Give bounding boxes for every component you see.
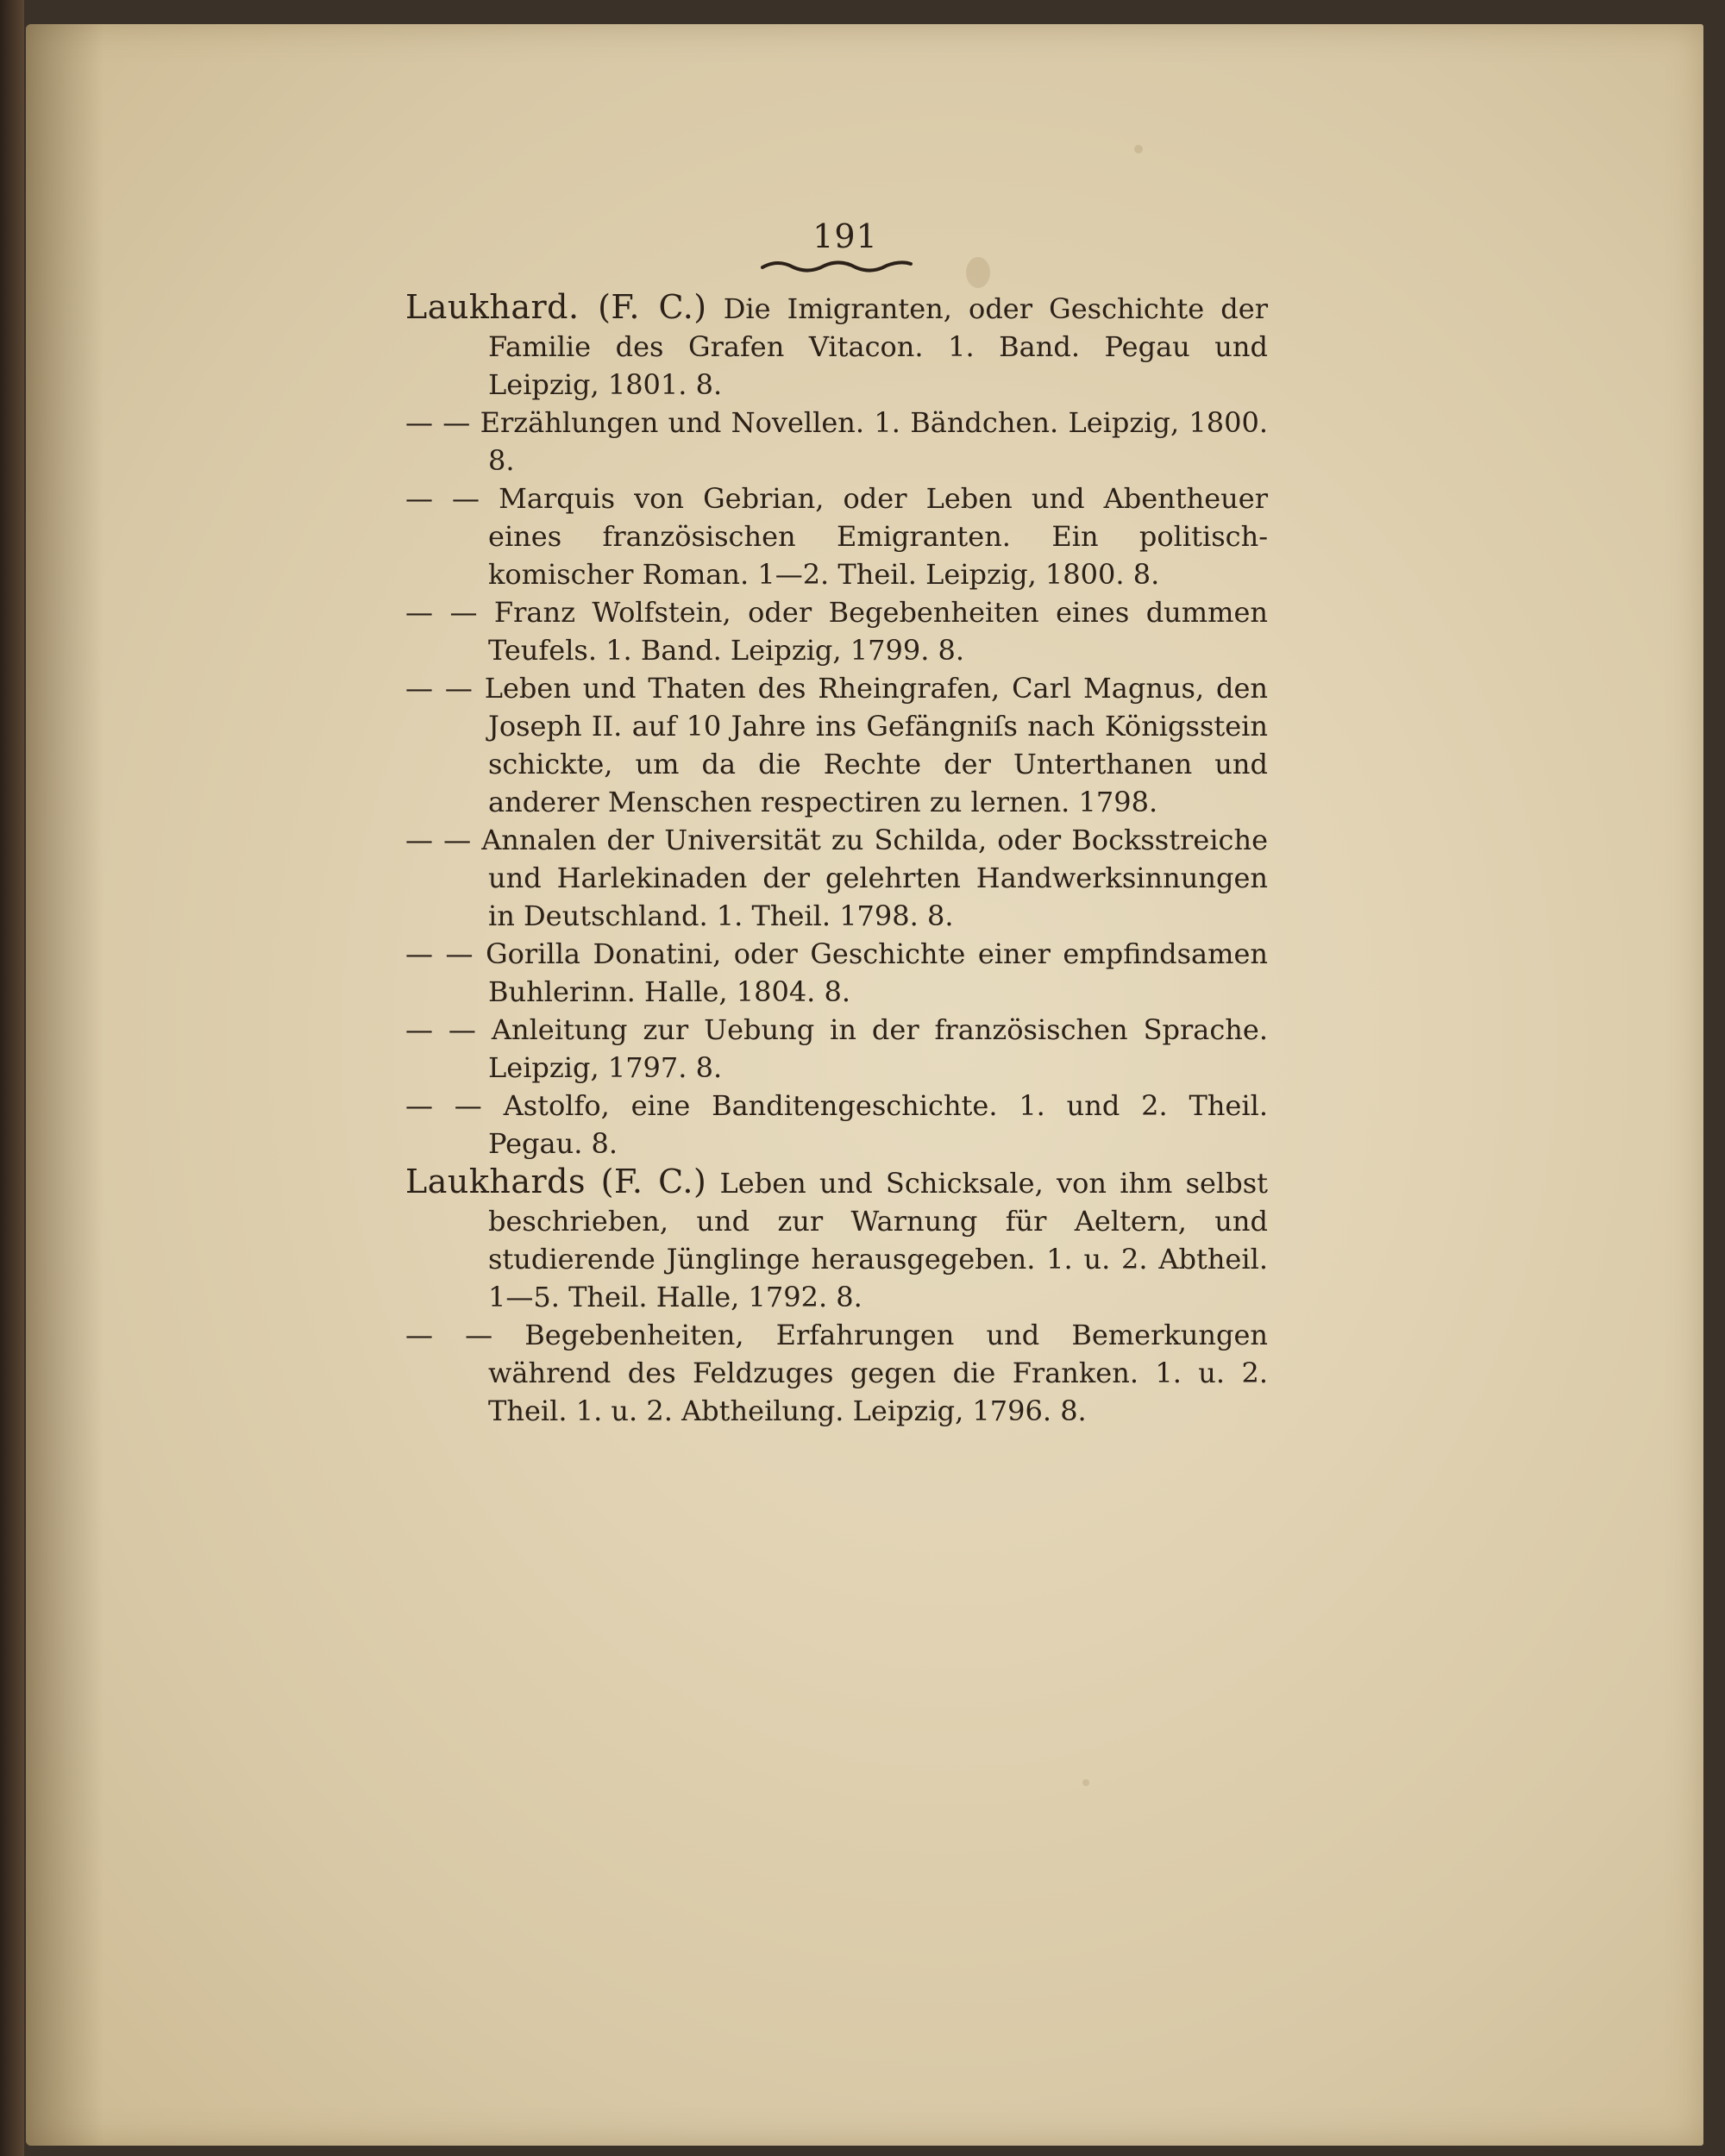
- paper-stain: [1134, 145, 1143, 154]
- entry-first-line: [405, 1087, 1268, 1163]
- entry-first-line: [405, 821, 1269, 935]
- bibliography-entry: [405, 1011, 1268, 1087]
- ditto-dash: — —: [405, 1013, 476, 1046]
- entry-first-line: [405, 1316, 1268, 1430]
- ditto-dash: — —: [405, 937, 474, 970]
- ditto-dash: — —: [405, 482, 480, 515]
- entry-author: Laukhards (F. C.): [405, 1163, 707, 1200]
- entry-first-line: [405, 404, 1269, 479]
- ditto-dash: — —: [405, 672, 473, 705]
- bibliography-entry: [405, 404, 1268, 479]
- ditto-dash: — —: [405, 596, 478, 629]
- bibliography-entry: [405, 1163, 1268, 1316]
- paper-stain: [1082, 1779, 1089, 1786]
- entry-author: Laukhard. (F. C.): [405, 288, 707, 326]
- bibliography-entry: [405, 593, 1268, 669]
- entry-first-line: [405, 593, 1269, 669]
- bibliography-entry: [405, 669, 1268, 821]
- entry-body: [405, 288, 1268, 404]
- entry-body: [405, 1316, 1268, 1430]
- entry-text: Leben und Thaten des Rheingrafen, Carl Magnus, den Joseph II. auf 10 Jahre ins Gefängniſs nach Königsstein schickte, um da die Rechte der Unterthanen und anderer Menschen respectiren zu lernen. 1798.: [484, 672, 1269, 818]
- entry-text: Astolfo, eine Banditengeschichte. 1. und 2. Theil. Pegau. 8.: [488, 1089, 1268, 1160]
- entry-text: Erzählungen und Novellen. 1. Bändchen. Leipzig, 1800. 8.: [480, 406, 1269, 477]
- entry-list: [405, 288, 1268, 1430]
- page-number: 191: [812, 217, 878, 255]
- entry-first-line: [405, 1163, 1268, 1316]
- book-spine: [0, 0, 24, 2156]
- entry-text: Anleitung zur Uebung in der französischen Sprache. Leipzig, 1797. 8.: [488, 1013, 1269, 1084]
- entry-first-line: [405, 288, 1269, 404]
- ditto-dash: — —: [405, 1319, 493, 1351]
- ditto-dash: — —: [405, 1089, 482, 1122]
- ditto-dash: — —: [405, 406, 471, 439]
- bibliography-entry: [405, 821, 1268, 935]
- bibliography-text: [405, 217, 1268, 1430]
- entry-body: [405, 1163, 1268, 1316]
- entry-text: Annalen der Universität zu Schilda, oder Bocksstreiche und Harlekinaden der gelehrten Handwerksinnungen in Deutschland. 1. Theil. 1798. 8.: [481, 824, 1269, 932]
- entry-text: Leben und Schicksale, von ihm selbst beschrieben, und zur Warnung für Aeltern, und studierende Jünglinge herausgegeben. 1. u. 2. Abtheil. 1—5. Theil. Halle, 1792. 8.: [488, 1167, 1268, 1313]
- entry-body: [405, 1011, 1268, 1087]
- entry-body: [405, 404, 1268, 479]
- bibliography-entry: [405, 1316, 1268, 1430]
- ornamental-rule: [759, 255, 914, 276]
- entry-body: [405, 479, 1268, 593]
- bibliography-entry: [405, 935, 1268, 1011]
- entry-body: [405, 669, 1268, 821]
- entry-text: Begebenheiten, Erfahrungen und Bemerkungen während des Feldzuges gegen die Franken. 1. u. 2. Theil. 1. u. 2. Abtheilung. Leipzig, 1796. 8.: [488, 1319, 1268, 1427]
- entry-text: Marquis von Gebrian, oder Leben und Abentheuer eines französischen Emigranten. Ein politisch-komischer Roman. 1—2. Theil. Leipzig, 1800. 8.: [488, 482, 1269, 591]
- entry-body: [405, 1087, 1268, 1163]
- bibliography-entry: [405, 288, 1268, 404]
- entry-body: [405, 821, 1268, 935]
- entry-text: Franz Wolfstein, oder Begebenheiten eines dummen Teufels. 1. Band. Leipzig, 1799. 8.: [488, 596, 1269, 667]
- bibliography-entry: [405, 479, 1268, 593]
- page-gutter-shadow: [26, 24, 104, 2146]
- entry-text: Die Imigranten, oder Geschichte der Familie des Grafen Vitacon. 1. Band. Pegau und Leipzig, 1801. 8.: [488, 292, 1269, 401]
- entry-first-line: [405, 479, 1269, 593]
- entry-first-line: [405, 935, 1269, 1011]
- entry-text: Gorilla Donatini, oder Geschichte einer empfindsamen Buhlerinn. Halle, 1804. 8.: [486, 937, 1269, 1008]
- ditto-dash: — —: [405, 824, 472, 856]
- entry-body: [405, 935, 1268, 1011]
- entry-body: [405, 593, 1268, 669]
- bibliography-entry: [405, 1087, 1268, 1163]
- entry-first-line: [405, 669, 1269, 821]
- entry-first-line: [405, 1011, 1269, 1087]
